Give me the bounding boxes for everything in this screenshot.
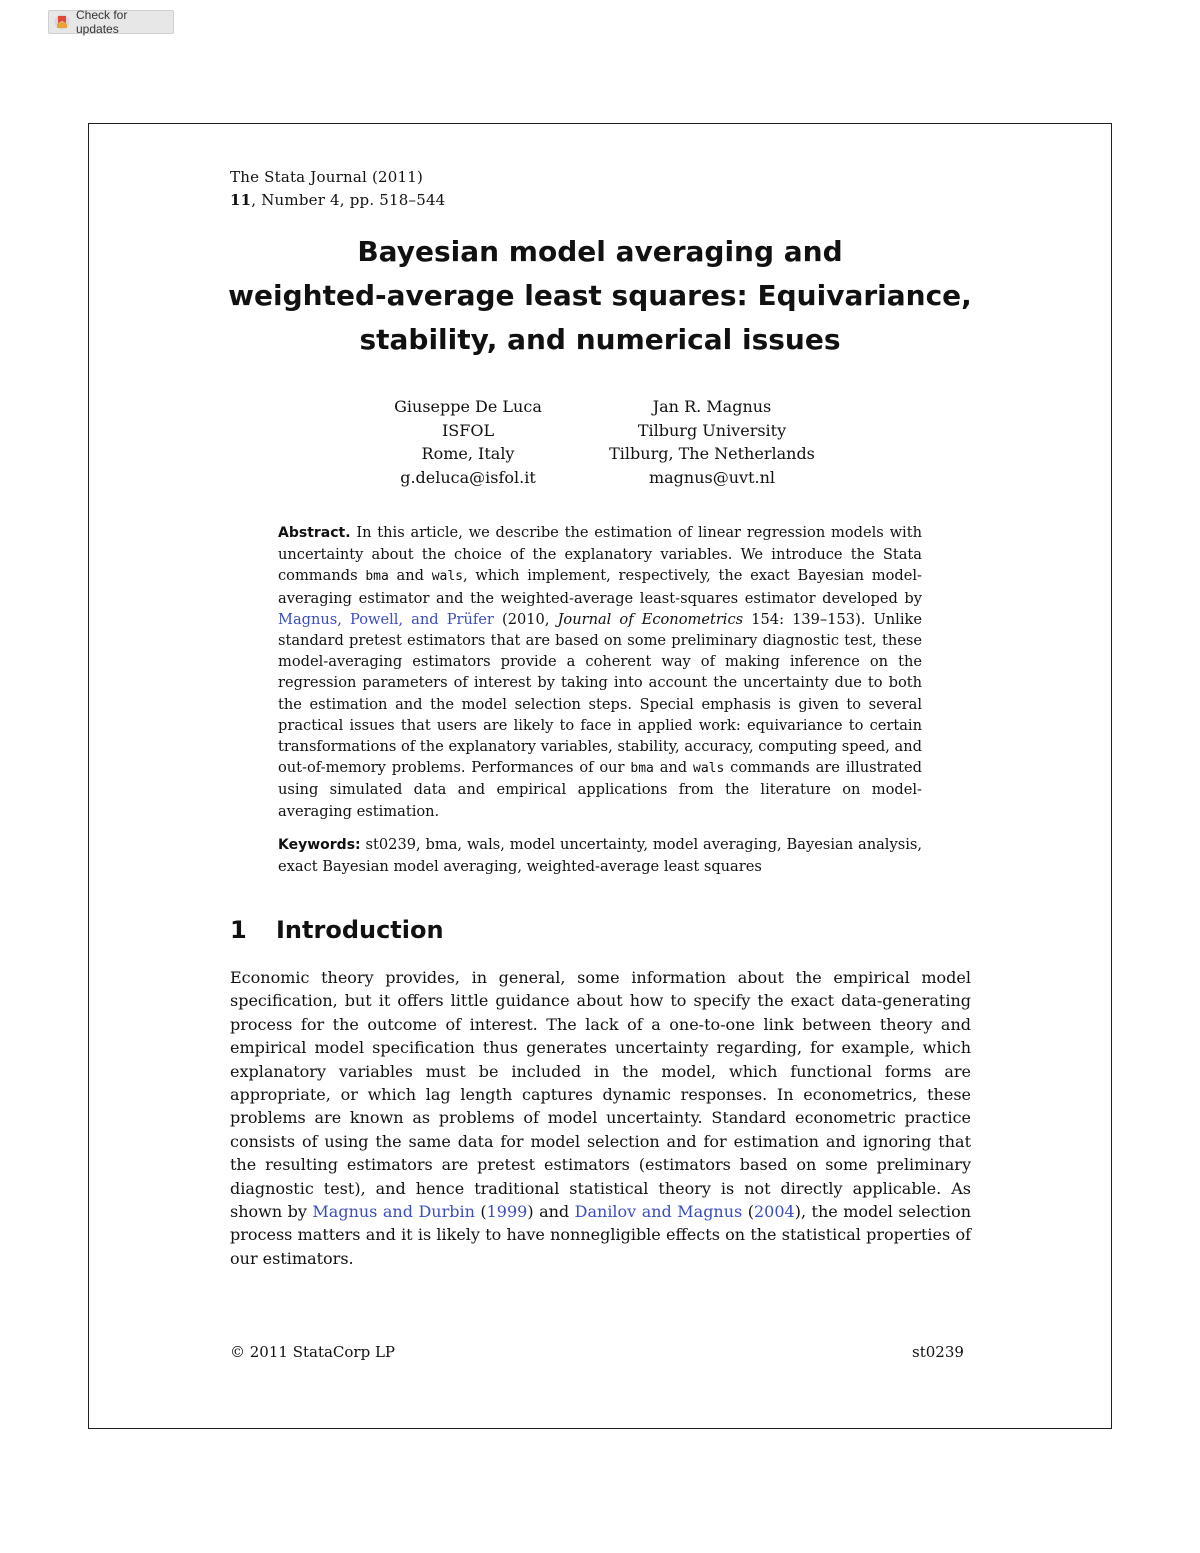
journal-issue-pages: , Number 4, pp. 518–544 bbox=[251, 191, 446, 209]
author-block-1 bbox=[338, 395, 598, 489]
command-wals: wals bbox=[693, 761, 725, 777]
check-for-updates-label: Check for updates bbox=[76, 8, 128, 36]
paper-title bbox=[200, 230, 1000, 362]
command-bma: bma bbox=[630, 761, 654, 777]
author-name: Giuseppe De Luca bbox=[394, 397, 542, 416]
abstract-text: , which implement, respectively, the exact Bayesian model-averaging estimator and the weighted-average least-squares estimator developed by bbox=[278, 567, 922, 607]
citation-link[interactable]: Danilov and Magnus bbox=[574, 1202, 743, 1222]
copyright: © 2011 StataCorp LP bbox=[230, 1343, 396, 1361]
intro-text: Economic theory provides, in general, some information about the empirical model specification, but it offers little guidance about how to specify the exact data-generating process for the outcome of interest. The lack of a one-to-one link between theory and empirical model specification thus generates uncertainty regarding, for example, which explanatory variables must be included in the model, which functional forms are appropriate, or which lag length captures dynamic responses. In econometrics, these problems are known as problems of model uncertainty. Standard econometric practice consists of using the same data for model selection and for estimation and ignoring that the resulting estimators are pretest estimators (estimators based on some preliminary diagnostic test), and hence traditional statistical theory is not directly applicable. As shown by bbox=[230, 968, 971, 1222]
crossmark-icon bbox=[54, 14, 70, 30]
keywords bbox=[278, 834, 922, 877]
keywords-text: st0239, bma, wals, model uncertainty, model averaging, Bayesian analysis, exact Bayesian model averaging, weighted-average least squares bbox=[278, 836, 922, 876]
author-affiliation: ISFOL bbox=[441, 420, 495, 440]
citation-link[interactable]: Magnus, Powell, and Prüfer bbox=[278, 610, 494, 628]
author-location: Rome, Italy bbox=[421, 444, 515, 463]
author-location: Tilburg, The Netherlands bbox=[609, 444, 815, 463]
journal-name: The Stata Journal (2011) bbox=[230, 168, 424, 186]
author-name: Jan R. Magnus bbox=[652, 397, 772, 416]
section-title: Introduction bbox=[276, 916, 444, 944]
author-email[interactable]: magnus@uvt.nl bbox=[648, 467, 776, 487]
title-line-3: stability, and numerical issues bbox=[359, 323, 841, 356]
author-email[interactable]: g.deluca@isfol.it bbox=[400, 467, 536, 487]
abstract-text: and bbox=[388, 567, 432, 585]
author-affiliation: Tilburg University bbox=[637, 420, 787, 440]
abstract-text: 154: 139–153). Unlike standard pretest estimators that are based on some preliminary diagnostic test, these model-averaging estimators provide a coherent way of making inference on the regression parameters of interest by taking into account the uncertainty due to both the estimation and the model selection steps. Special emphasis is given to several practical issues that users are likely to face in applied work: equivariance to certain transformations of the explanatory variables, stability, accuracy, computing speed, and out-of-memory problems. Performances of our bbox=[278, 610, 922, 777]
journal-header bbox=[230, 166, 445, 212]
journal-citation: Journal of Econometrics bbox=[557, 610, 744, 628]
check-for-updates-button[interactable] bbox=[48, 10, 174, 34]
intro-text: ), the model selection process matters and it is likely to have nonnegligible effects on the statistical properties of our estimators. bbox=[230, 1202, 972, 1268]
citation-year-link[interactable]: 2004 bbox=[754, 1202, 795, 1222]
section-number: 1 bbox=[230, 916, 247, 944]
abstract-text: (2010, bbox=[493, 610, 558, 628]
article-code: st0239 bbox=[912, 1343, 964, 1361]
author-block-2 bbox=[582, 395, 842, 489]
abstract-text: In this article, we describe the estimation of linear regression models with uncertainty about the choice of the explanatory variables. We introduce the Stata commands bbox=[278, 524, 922, 585]
title-line-1: Bayesian model averaging and bbox=[357, 235, 843, 268]
intro-text: ( bbox=[742, 1202, 754, 1222]
keywords-label: Keywords: bbox=[278, 837, 361, 853]
section-heading bbox=[230, 916, 444, 944]
citation-year-link[interactable]: 1999 bbox=[486, 1202, 528, 1222]
command-wals: wals bbox=[431, 569, 464, 585]
journal-volume-line bbox=[230, 189, 445, 212]
command-bma: bma bbox=[365, 569, 389, 585]
abstract bbox=[278, 522, 922, 822]
title-line-2: weighted-average least squares: Equivariance, bbox=[228, 279, 972, 312]
abstract-text: commands are illustrated using simulated data and empirical applications from the literature on model-averaging estimation. bbox=[278, 759, 922, 820]
intro-text: ( bbox=[474, 1202, 487, 1222]
intro-text: ) and bbox=[527, 1202, 575, 1222]
intro-paragraph bbox=[230, 966, 971, 1270]
abstract-label: Abstract. bbox=[278, 525, 351, 541]
citation-link[interactable]: Magnus and Durbin bbox=[312, 1202, 475, 1222]
journal-volume: 11 bbox=[230, 191, 252, 209]
abstract-text: and bbox=[653, 759, 693, 777]
